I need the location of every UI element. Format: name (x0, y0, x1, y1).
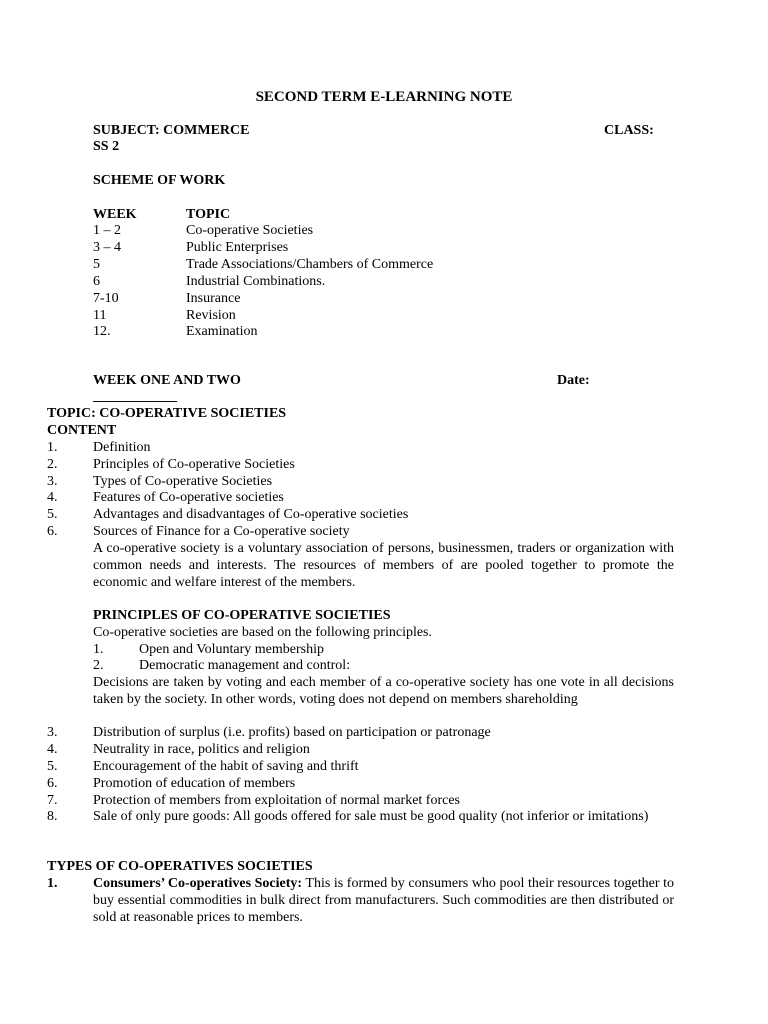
topic-heading: TOPIC: CO-OPERATIVE SOCIETIES (47, 406, 287, 421)
week-heading: WEEK ONE AND TWO (93, 373, 241, 388)
class-value: SS 2 (93, 139, 120, 154)
scheme-week: 3 – 4 (93, 240, 121, 255)
list-item-number: 4. (47, 490, 58, 505)
scheme-week: 5 (93, 257, 100, 272)
list-item-number: 1. (93, 642, 104, 657)
list-item: Advantages and disadvantages of Co-operative societies (93, 507, 409, 522)
list-item: Sources of Finance for a Co-operative society (93, 524, 350, 539)
principles-paragraph: Decisions are taken by voting and each member of a co-operative society has one vote in all decisions taken by the society. In other words, voting does not depend on members shareholding (93, 675, 674, 707)
list-item: Definition (93, 440, 151, 455)
scheme-topic: Industrial Combinations. (186, 274, 326, 289)
list-item: Sale of only pure goods: All goods offered for sale must be good quality (not inferior or imitations) (93, 809, 649, 824)
date-label: Date: (557, 373, 590, 388)
list-item: Protection of members from exploitation of normal market forces (93, 793, 461, 808)
list-item-number: 7. (47, 793, 58, 808)
list-item-number: 8. (47, 809, 58, 824)
list-item: Neutrality in race, politics and religion (93, 742, 310, 757)
types-item (93, 876, 674, 926)
date-blank: ____________ (93, 389, 177, 404)
list-item-number: 1. (47, 876, 58, 891)
scheme-week: 6 (93, 274, 100, 289)
scheme-week: 1 – 2 (93, 223, 121, 238)
scheme-topic: Revision (186, 308, 236, 323)
list-item-number: 3. (47, 474, 58, 489)
principles-heading: PRINCIPLES OF CO-OPERATIVE SOCIETIES (93, 608, 391, 623)
content-heading: CONTENT (47, 423, 117, 438)
list-item: Types of Co-operative Societies (93, 474, 273, 489)
scheme-col-topic: TOPIC (186, 207, 231, 222)
types-item-term: Consumers’ Co-operatives Society: (93, 876, 303, 891)
list-item: Principles of Co-operative Societies (93, 457, 295, 472)
class-label: CLASS: (604, 123, 654, 138)
types-heading: TYPES OF CO-OPERATIVES SOCIETIES (47, 859, 313, 874)
list-item-number: 6. (47, 524, 58, 539)
scheme-heading: SCHEME OF WORK (93, 173, 226, 188)
scheme-topic: Co-operative Societies (186, 223, 314, 238)
list-item: Encouragement of the habit of saving and thrift (93, 759, 359, 774)
list-item: Democratic management and control: (139, 658, 351, 673)
scheme-col-week: WEEK (93, 207, 137, 222)
types-item-text: This is formed by consumers who pool their resources together to buy essential commodities in bulk direct from manufacturers. Such commodities are then distributed or sold at reasonable prices to members. (93, 876, 674, 925)
list-item: Distribution of surplus (i.e. profits) based on participation or patronage (93, 725, 491, 740)
scheme-topic: Trade Associations/Chambers of Commerce (186, 257, 434, 272)
list-item: Open and Voluntary membership (139, 642, 324, 657)
page-title: SECOND TERM E-LEARNING NOTE (255, 89, 513, 105)
definition-paragraph: A co-operative society is a voluntary association of persons, businessmen, traders or organization with common needs and interests. The resources of members of are pooled together to promote the economic and welfare interest of the members. (93, 541, 674, 590)
list-item-number: 1. (47, 440, 58, 455)
scheme-week: 7-10 (93, 291, 119, 306)
scheme-topic: Public Enterprises (186, 240, 289, 255)
list-item: Features of Co-operative societies (93, 490, 284, 505)
list-item: Promotion of education of members (93, 776, 296, 791)
subject-label: SUBJECT: COMMERCE (93, 123, 250, 138)
scheme-topic: Examination (186, 324, 258, 339)
scheme-week: 11 (93, 308, 107, 323)
scheme-topic: Insurance (186, 291, 241, 306)
list-item-number: 2. (47, 457, 58, 472)
list-item-number: 5. (47, 507, 58, 522)
list-item-number: 2. (93, 658, 104, 673)
principles-intro: Co-operative societies are based on the following principles. (93, 625, 433, 640)
list-item-number: 4. (47, 742, 58, 757)
scheme-week: 12. (93, 324, 111, 339)
list-item-number: 3. (47, 725, 58, 740)
list-item-number: 6. (47, 776, 58, 791)
list-item-number: 5. (47, 759, 58, 774)
